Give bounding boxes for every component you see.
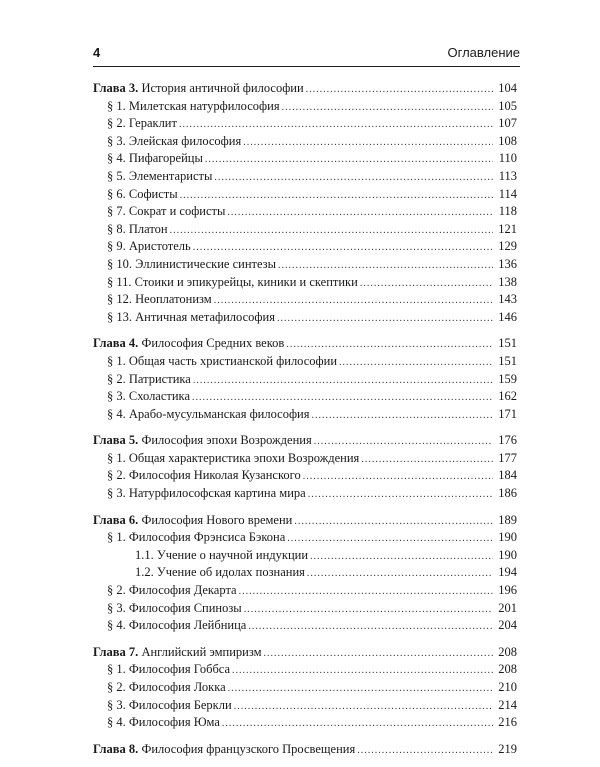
section-title: Схоластика — [128, 389, 190, 404]
toc-entry-title — [93, 512, 292, 530]
section-number: § 4. — [107, 715, 126, 730]
dot-leader — [339, 354, 493, 372]
toc-entry-title — [107, 168, 212, 186]
dot-leader — [214, 292, 493, 310]
dot-leader — [287, 530, 493, 548]
toc-entry-title — [107, 485, 306, 503]
section-title: Платон — [128, 221, 168, 236]
section-number: § 8. — [107, 221, 126, 236]
toc-section-entry[interactable] — [93, 388, 517, 406]
toc-section-entry[interactable] — [93, 485, 517, 503]
toc-section-entry[interactable] — [93, 115, 517, 133]
section-title: Пифагорейцы — [128, 151, 203, 166]
section-title: Софисты — [128, 186, 178, 201]
toc-section-entry[interactable] — [93, 133, 517, 151]
dot-leader — [244, 601, 493, 619]
running-head: Оглавление — [447, 45, 520, 60]
dot-leader — [312, 407, 494, 425]
dot-leader — [308, 486, 493, 504]
section-number: § 1. — [107, 450, 126, 465]
section-title: Философия Юма — [128, 715, 220, 730]
toc-entry-title — [107, 98, 280, 116]
section-title: Патристика — [128, 371, 191, 386]
toc-section-entry[interactable] — [93, 406, 517, 424]
toc-section-entry[interactable] — [93, 679, 517, 697]
subsection-number: 1.1. — [135, 547, 154, 562]
toc-entry-title — [107, 617, 246, 635]
table-of-contents — [93, 80, 517, 767]
section-number: § 1. — [107, 353, 126, 368]
toc-page-number: 121 — [498, 221, 517, 236]
toc-section-entry[interactable] — [93, 168, 517, 186]
toc-section-entry[interactable] — [93, 600, 517, 618]
section-title: Элейская философия — [128, 133, 242, 148]
toc-section-entry[interactable] — [93, 617, 517, 635]
toc-page-number: 151 — [498, 336, 517, 351]
dot-leader — [205, 151, 493, 169]
toc-section-entry[interactable] — [93, 582, 517, 600]
toc-entry-title — [107, 186, 178, 204]
page-number: 4 — [93, 45, 101, 60]
toc-page-number: 184 — [498, 468, 517, 483]
dot-leader — [239, 583, 493, 601]
section-title: Философия Локка — [128, 680, 226, 694]
toc-page-number: 177 — [498, 450, 517, 465]
dot-leader — [306, 81, 493, 99]
toc-section-entry[interactable] — [93, 697, 517, 715]
toc-page-number: 162 — [498, 389, 517, 404]
toc-entry-title — [107, 529, 285, 547]
dot-leader — [264, 645, 493, 663]
toc-entry-title — [135, 564, 305, 582]
section-title: Античная метафилософия — [135, 309, 275, 324]
toc-entry-title — [93, 335, 284, 353]
subsection-number: 1.2. — [135, 565, 154, 580]
toc-entry-title — [107, 115, 177, 133]
section-title: Гераклит — [128, 116, 177, 131]
section-title: Философия Фрэнсиса Бэкона — [128, 530, 286, 545]
section-title: Философия Спинозы — [128, 600, 242, 615]
toc-section-entry[interactable] — [93, 371, 517, 389]
dot-leader — [234, 698, 493, 716]
toc-page-number: 146 — [498, 309, 517, 324]
toc-section-entry[interactable] — [93, 661, 517, 679]
dot-leader — [170, 222, 493, 240]
dot-leader — [303, 468, 493, 486]
toc-section-entry[interactable] — [93, 353, 517, 371]
toc-entry-title — [107, 697, 232, 715]
dot-leader — [357, 742, 493, 760]
dot-leader — [232, 662, 493, 680]
toc-entry-title — [107, 679, 226, 697]
dot-leader — [193, 372, 493, 390]
section-title: Философия Беркли — [128, 697, 232, 712]
section-number: § 2. — [107, 371, 126, 386]
toc-page-number: 204 — [498, 618, 517, 633]
toc-page-number: 201 — [498, 600, 517, 615]
toc-chapter — [93, 644, 517, 732]
toc-page-number: 159 — [498, 371, 517, 386]
toc-page-number: 113 — [498, 168, 517, 183]
chapter-title: Философия Нового времени — [141, 512, 293, 527]
section-title: Аристотель — [128, 239, 191, 254]
dot-leader — [286, 336, 493, 354]
toc-entry-title — [107, 582, 237, 600]
section-title: Сократ и софисты — [128, 204, 226, 219]
toc-page-number: 190 — [498, 530, 517, 545]
toc-section-entry[interactable] — [93, 467, 517, 485]
dot-leader — [222, 715, 493, 733]
toc-chapter-entry[interactable] — [93, 335, 517, 353]
toc-section-entry[interactable] — [93, 309, 517, 327]
dot-leader — [360, 275, 493, 293]
toc-entry-title — [107, 221, 168, 239]
dot-leader — [294, 513, 493, 531]
toc-section-entry[interactable] — [93, 221, 517, 239]
section-number: § 3. — [107, 133, 126, 148]
chapter-label: Глава 8. — [93, 741, 139, 756]
section-number: § 3. — [107, 486, 126, 501]
chapter-title: Философия французского Просвещения — [141, 741, 356, 756]
toc-entry-title — [107, 133, 241, 151]
toc-entry-title — [107, 714, 220, 732]
section-title: Арабо-мусульманская философия — [128, 406, 310, 421]
chapter-label: Глава 3. — [93, 81, 139, 95]
section-number: § 4. — [107, 151, 126, 166]
dot-leader — [278, 257, 493, 275]
toc-section-entry[interactable] — [93, 203, 517, 221]
toc-page-number: 186 — [498, 486, 517, 501]
dot-leader — [214, 169, 493, 187]
toc-entry-title — [107, 203, 225, 221]
toc-entry-title — [107, 371, 191, 389]
toc-entry-title — [107, 467, 301, 485]
toc-chapter — [93, 432, 517, 502]
toc-chapter-entry[interactable] — [93, 80, 517, 98]
toc-entry-title — [107, 274, 358, 292]
dot-leader — [361, 451, 493, 469]
chapter-label: Глава 5. — [93, 433, 139, 448]
toc-page-number: 138 — [498, 274, 517, 289]
toc-section-entry[interactable] — [93, 450, 517, 468]
toc-subsection-entry[interactable] — [93, 564, 517, 582]
toc-entry-title — [107, 600, 242, 618]
section-number: § 10. — [107, 256, 132, 271]
chapter-title: Английский эмпиризм — [141, 644, 262, 659]
subsection-title: Учение об идолах познания — [156, 565, 305, 580]
toc-page-number: 143 — [498, 292, 517, 307]
dot-leader — [227, 204, 493, 222]
toc-entry-title — [93, 80, 304, 98]
toc-chapter — [93, 335, 517, 423]
toc-page-number: 208 — [498, 644, 517, 659]
toc-chapter-entry[interactable] — [93, 512, 517, 530]
toc-entry-title — [107, 291, 212, 309]
dot-leader — [180, 187, 493, 205]
subsection-title: Учение о научной индукции — [156, 547, 309, 562]
toc-section-entry[interactable] — [93, 714, 517, 732]
toc-entry-title — [107, 238, 191, 256]
toc-page-number: 171 — [498, 406, 517, 421]
toc-page-number: 190 — [498, 547, 517, 562]
toc-page-number: 104 — [498, 81, 517, 95]
toc-entry-title — [107, 256, 276, 274]
section-number: § 4. — [107, 406, 126, 421]
toc-page-number: 114 — [498, 186, 517, 201]
toc-page-number: 136 — [498, 256, 517, 271]
dot-leader — [228, 680, 493, 698]
section-title: Философия Гоббса — [128, 662, 231, 677]
section-number: § 2. — [107, 680, 126, 694]
toc-section-entry[interactable] — [93, 150, 517, 168]
toc-entry-title — [107, 450, 359, 468]
section-title: Натурфилософская картина мира — [128, 486, 306, 501]
section-number: § 12. — [107, 292, 132, 307]
toc-entry-title — [93, 644, 262, 662]
section-number: § 2. — [107, 116, 126, 131]
toc-entry-title — [107, 353, 337, 371]
dot-leader — [314, 433, 493, 451]
toc-entry-title — [107, 661, 230, 679]
toc-entry-title — [135, 547, 308, 565]
toc-page-number: 118 — [498, 204, 517, 219]
section-number: § 3. — [107, 600, 126, 615]
section-number: § 1. — [107, 662, 126, 677]
toc-section-entry[interactable] — [93, 98, 517, 116]
section-title: Философия Лейбница — [128, 618, 247, 633]
section-title: Элементаристы — [128, 168, 213, 183]
section-title: Философия Николая Кузанского — [128, 468, 301, 483]
toc-page-number: 176 — [498, 433, 517, 448]
section-number: § 13. — [107, 309, 132, 324]
section-title: Неоплатонизм — [135, 292, 212, 307]
toc-section-entry[interactable] — [93, 291, 517, 309]
chapter-label: Глава 7. — [93, 644, 139, 659]
dot-leader — [193, 239, 493, 257]
toc-chapter-entry[interactable] — [93, 644, 517, 662]
section-number: § 6. — [107, 186, 126, 201]
toc-page-number: 108 — [498, 133, 517, 148]
dot-leader — [192, 389, 493, 407]
toc-page-number: 129 — [498, 239, 517, 254]
section-title: Милетская натурфилософия — [128, 98, 280, 113]
toc-page-number: 216 — [498, 715, 517, 730]
toc-entry-title — [107, 150, 203, 168]
dot-leader — [243, 134, 493, 152]
section-number: § 7. — [107, 204, 126, 219]
toc-page-number: 189 — [498, 512, 517, 527]
toc-section-entry[interactable] — [93, 238, 517, 256]
header-rule — [93, 66, 520, 67]
toc-section-entry[interactable] — [93, 256, 517, 274]
section-title: Общая часть христианской философии — [128, 353, 338, 368]
toc-page-number: 214 — [498, 697, 517, 712]
dot-leader — [310, 548, 493, 566]
dot-leader — [248, 618, 493, 636]
chapter-label: Глава 4. — [93, 336, 139, 351]
toc-section-entry[interactable] — [93, 529, 517, 547]
toc-page-number: 210 — [498, 680, 517, 694]
toc-page-number: 110 — [498, 151, 517, 166]
dot-leader — [307, 565, 493, 583]
toc-subsection-entry[interactable] — [93, 547, 517, 565]
section-number: § 5. — [107, 168, 126, 183]
chapter-label: Глава 6. — [93, 512, 139, 527]
toc-section-entry[interactable] — [93, 274, 517, 292]
dot-leader — [282, 99, 493, 117]
toc-page-number: 194 — [498, 565, 517, 580]
section-number: § 4. — [107, 618, 126, 633]
page-header — [93, 45, 520, 65]
toc-entry-title — [107, 309, 275, 327]
chapter-title: Философия эпохи Возрождения — [141, 433, 312, 448]
section-title: Общая характеристика эпохи Возрождения — [128, 450, 360, 465]
section-number: § 2. — [107, 583, 126, 598]
toc-page-number: 219 — [498, 741, 517, 756]
section-title: Философия Декарта — [128, 583, 237, 598]
toc-page-number: 208 — [498, 662, 517, 677]
toc-entry-title — [93, 432, 312, 450]
section-number: § 3. — [107, 697, 126, 712]
toc-chapter-entry[interactable] — [93, 432, 517, 450]
toc-entry-title — [107, 388, 190, 406]
section-number: § 3. — [107, 389, 126, 404]
toc-page-number: 151 — [498, 353, 517, 368]
section-number: § 2. — [107, 468, 126, 483]
toc-page-number: 196 — [498, 583, 517, 598]
toc-page-number: 107 — [498, 116, 517, 131]
toc-chapter — [93, 512, 517, 635]
toc-chapter — [93, 80, 517, 326]
toc-entry-title — [107, 406, 310, 424]
section-number: § 1. — [107, 530, 126, 545]
chapter-title: Философия Средних веков — [141, 336, 285, 351]
section-title: Стоики и эпикурейцы, киники и скептики — [134, 274, 358, 289]
toc-page-number: 105 — [498, 98, 517, 113]
dot-leader — [179, 116, 493, 134]
section-title: Эллинистические синтезы — [135, 256, 277, 271]
section-number: § 11. — [107, 274, 132, 289]
section-number: § 9. — [107, 239, 126, 254]
section-number: § 1. — [107, 98, 126, 113]
toc-section-entry[interactable] — [93, 186, 517, 204]
chapter-title: История античной философии — [141, 81, 304, 95]
dot-leader — [277, 310, 493, 328]
